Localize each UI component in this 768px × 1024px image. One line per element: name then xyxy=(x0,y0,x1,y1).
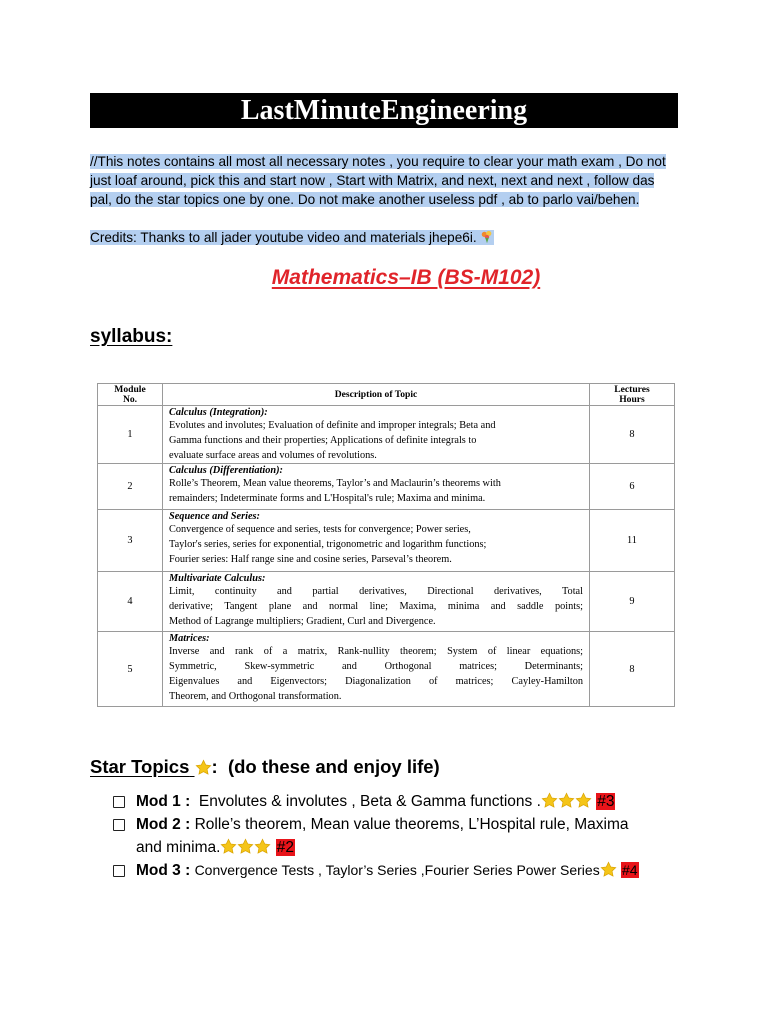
mod-text: Envolutes & involutes , Beta & Gamma functions . xyxy=(198,793,541,810)
priority-tag: #3 xyxy=(597,793,615,810)
table-row xyxy=(98,510,675,572)
module-number: 1 xyxy=(98,406,163,464)
module-number: 2 xyxy=(98,464,163,510)
intro-notes xyxy=(90,152,690,247)
star-icon xyxy=(195,759,212,776)
checkbox[interactable] xyxy=(113,865,125,877)
checkbox[interactable] xyxy=(113,796,125,808)
mod-text: Rolle’s theorem, Mean value theorems, L’Hospital rule, Maxima xyxy=(194,816,629,833)
priority-tag: #4 xyxy=(622,862,638,878)
mod-text-continued: and minima. xyxy=(136,839,221,856)
header-module: Module No. xyxy=(98,384,163,406)
star-topics-title: Star Topics xyxy=(90,756,190,777)
header-description: Description of Topic xyxy=(163,384,590,406)
star-icon xyxy=(220,838,237,855)
table-row xyxy=(98,406,675,464)
mod-label: Mod 2 : xyxy=(136,816,191,833)
priority-tag: #2 xyxy=(276,839,294,856)
credits-text: Credits: Thanks to all jader youtube video and materials jhepe6i. xyxy=(90,230,477,245)
star-icon xyxy=(600,861,617,878)
header-hours: Lectures Hours xyxy=(590,384,675,406)
star-icon xyxy=(575,792,592,809)
lecture-hours: 9 xyxy=(590,572,675,632)
table-row xyxy=(98,632,675,707)
lecture-hours: 8 xyxy=(590,632,675,707)
module-description: Calculus (Differentiation): Rolle’s Theorem, Mean value theorems, Taylor’s and Maclaurin’s theorems with remainders; Indeterminate forms and L'Hospital's rule; Maxima and minima. xyxy=(163,464,590,510)
module-number: 5 xyxy=(98,632,163,707)
subject-title: Mathematics–IB (BS-M102) xyxy=(271,266,541,289)
list-item xyxy=(113,790,713,813)
lecture-hours: 8 xyxy=(590,406,675,464)
star-icon xyxy=(558,792,575,809)
mod-label: Mod 1 : xyxy=(136,793,191,810)
star-topics-heading xyxy=(90,756,440,778)
syllabus-heading: syllabus: xyxy=(90,326,173,347)
star-topics-list xyxy=(113,790,713,882)
intro-line-3: pal, do the star topics one by one. Do not make another useless pdf , ab to parlo vai/behen. xyxy=(90,192,640,207)
lecture-hours: 6 xyxy=(590,464,675,510)
list-item xyxy=(113,813,713,859)
intro-line-1: //This notes contains all most all necessary notes , you require to clear your math exam , Do not xyxy=(90,154,666,169)
module-number: 3 xyxy=(98,510,163,572)
star-icon xyxy=(541,792,558,809)
list-item xyxy=(113,859,713,882)
star-icon xyxy=(237,838,254,855)
intro-line-2: just loaf around, pick this and start now , Start with Matrix, and next, next and next , follow das xyxy=(90,173,655,188)
module-description: Sequence and Series: Convergence of sequence and series, tests for convergence; Power series, Taylor's series, series for exponential, trigonometric and logarithm functions; Fourier series: Half range sine and cosine series, Parseval’s theorem. xyxy=(163,510,590,572)
module-description: Calculus (Integration): Evolutes and involutes; Evaluation of definite and improper integrals; Beta and Gamma functions and their properties; Applications of definite integrals to evaluate surface areas and volumes of revolutions. xyxy=(163,406,590,464)
mod-text: Convergence Tests , Taylor’s Series ,Fourier Series Power Series xyxy=(194,862,600,878)
star-topics-colon: : xyxy=(211,756,218,777)
table-row xyxy=(98,572,675,632)
lecture-hours: 11 xyxy=(590,510,675,572)
page-banner xyxy=(90,93,678,128)
star-icon xyxy=(254,838,271,855)
mod-label: Mod 3 : xyxy=(136,862,191,879)
table-row xyxy=(98,464,675,510)
module-number: 4 xyxy=(98,572,163,632)
banner-title: LastMinuteEngineering xyxy=(240,94,528,126)
table-header-row xyxy=(98,384,675,406)
star-topics-subtitle: (do these and enjoy life) xyxy=(227,756,440,777)
syllabus-table xyxy=(97,383,675,707)
module-description: Multivariate Calculus: Limit, continuity and partial derivatives, Directional derivatives, Total derivative; Tangent plane and normal line; Maxima, minima and saddle points; Method of Lagrange multipliers; Gradient, Curl and Divergence. xyxy=(163,572,590,632)
module-description: Matrices: Inverse and rank of a matrix, Rank-nullity theorem; System of linear equations; Symmetric, Skew-symmetric and Orthogonal matrices; Determinants; Eigenvalues and Eigenvectors; Diagonalization of matrices; Cayley-Hamilton Theorem, and Orthogonal transformation. xyxy=(163,632,590,707)
flower-bouquet-icon xyxy=(480,230,494,244)
checkbox[interactable] xyxy=(113,819,125,831)
